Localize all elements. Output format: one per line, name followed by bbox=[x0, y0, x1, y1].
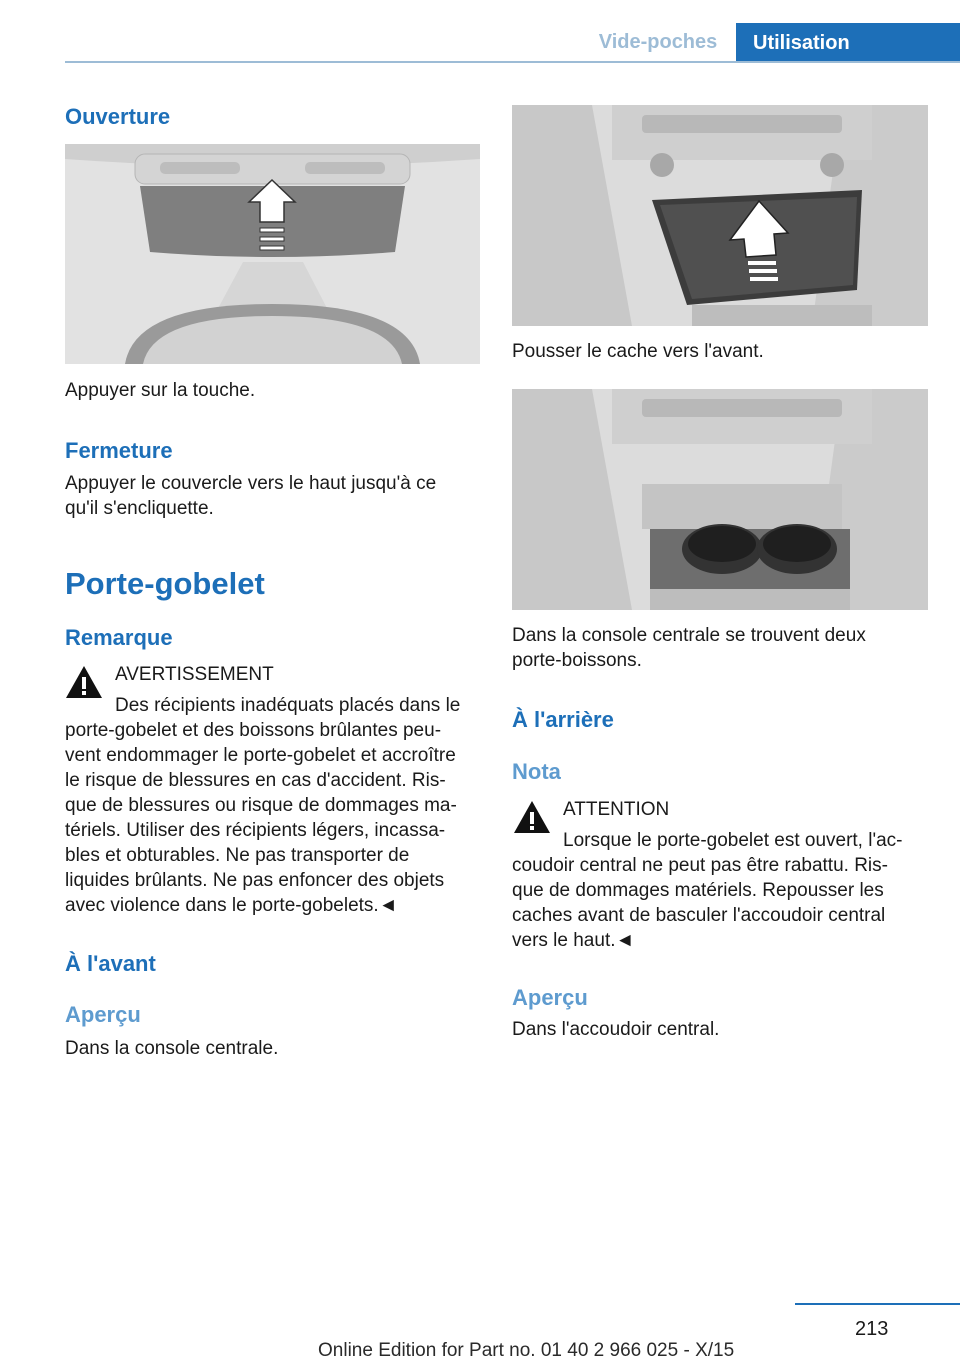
attention-line-5: vers le haut.◄ bbox=[512, 930, 635, 951]
fermeture-text-line-2: qu'il s'encliquette. bbox=[65, 498, 214, 519]
attention-line-2: coudoir central ne peut pas être rabattu. Ris‐ bbox=[512, 855, 888, 876]
heading-nota: Nota bbox=[512, 759, 561, 784]
caption-appuyer-touche: Appuyer sur la touche. bbox=[65, 380, 256, 401]
attention-line-3: que de dommages matériels. Repousser les bbox=[512, 880, 884, 901]
warning-label: AVERTISSEMENT bbox=[115, 664, 274, 685]
warning-icon bbox=[64, 664, 104, 700]
caption-2-line-1: Dans la console centrale se trouvent deux bbox=[512, 625, 866, 646]
heading-apercu-arriere: Aperçu bbox=[512, 985, 588, 1010]
apercu-arriere-text: Dans l'accoudoir central. bbox=[512, 1019, 720, 1040]
attention-label: ATTENTION bbox=[563, 799, 670, 820]
warning-line-1: Des récipients inadéquats placés dans le bbox=[115, 695, 461, 716]
warning-line-3: vent endommager le porte-gobelet et accroître bbox=[65, 745, 456, 766]
caption-pousser-cache: Pousser le cache vers l'avant. bbox=[512, 341, 764, 362]
heading-a-l-arriere: À l'arrière bbox=[512, 707, 614, 732]
figure-overhead-console bbox=[65, 144, 480, 364]
attention-line-4: caches avant de basculer l'accoudoir central bbox=[512, 905, 886, 926]
page-number: 213 bbox=[855, 1318, 889, 1340]
apercu-avant-text: Dans la console centrale. bbox=[65, 1038, 279, 1059]
footer-rule bbox=[795, 1303, 960, 1305]
heading-apercu-avant: Aperçu bbox=[65, 1002, 141, 1027]
header-tab-vide-poches[interactable]: Vide-poches bbox=[598, 30, 718, 53]
section-title-porte-gobelet: Porte-gobelet bbox=[65, 566, 265, 601]
header-tab-utilisation[interactable]: Utilisation bbox=[736, 23, 960, 63]
attention-icon bbox=[512, 799, 552, 835]
header-rule bbox=[65, 61, 960, 63]
heading-a-l-avant: À l'avant bbox=[65, 951, 156, 976]
heading-ouverture: Ouverture bbox=[65, 104, 171, 129]
footer-edition: Online Edition for Part no. 01 40 2 966 025 - X/15 bbox=[318, 1340, 735, 1361]
figure-console-cover bbox=[512, 105, 928, 326]
fermeture-text-line-1: Appuyer le couvercle vers le haut jusqu'à ce bbox=[65, 473, 437, 494]
warning-line-4: le risque de blessures en cas d'accident. Ris‐ bbox=[65, 770, 446, 791]
warning-line-6: tériels. Utiliser des récipients légers, incassa‐ bbox=[65, 820, 446, 841]
figure-cup-holders bbox=[512, 389, 928, 610]
heading-fermeture: Fermeture bbox=[65, 438, 173, 463]
warning-line-5: que de blessures ou risque de dommages ma‐ bbox=[65, 795, 457, 816]
caption-2-line-2: porte-boissons. bbox=[512, 650, 642, 671]
warning-line-7: bles et obturables. Ne pas transporter de bbox=[65, 845, 410, 866]
heading-remarque: Remarque bbox=[65, 625, 173, 650]
warning-line-9: avec violence dans le porte-gobelets.◄ bbox=[65, 895, 398, 916]
warning-line-2: porte-gobelet et des boissons brûlantes peu‐ bbox=[65, 720, 442, 741]
attention-line-1: Lorsque le porte-gobelet est ouvert, l'ac‐ bbox=[563, 830, 903, 851]
warning-line-8: liquides brûlants. Ne pas enfoncer des objets bbox=[65, 870, 445, 891]
